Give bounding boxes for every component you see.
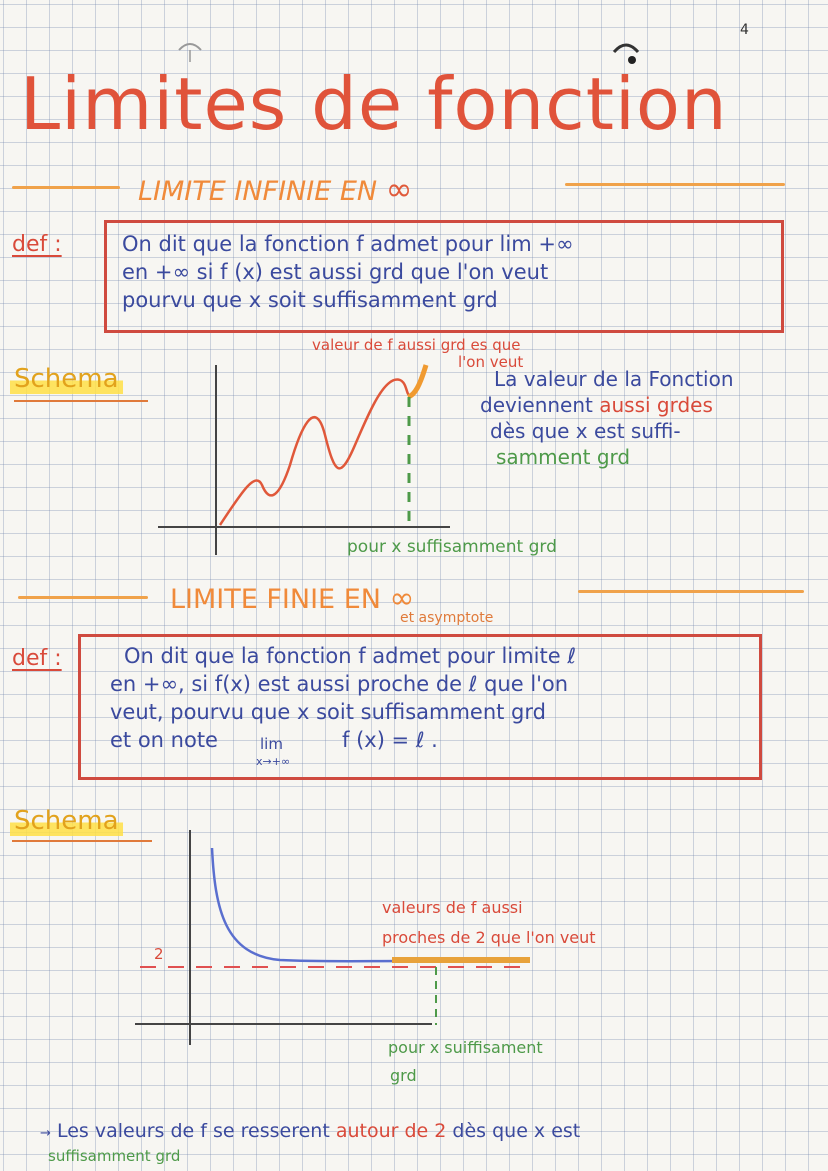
definition-text-part: et on note [110, 728, 218, 752]
definition-line: en +∞, si f(x) est aussi proche de ℓ que l'on [110, 672, 569, 696]
section-heading-text: LIMITE FINIE EN [170, 584, 381, 615]
definition-line: veut, pourvu que x soit suffisamment grd [110, 700, 546, 724]
graph-annotation: l'on veut [458, 353, 524, 371]
side-note-line: samment grd [496, 445, 631, 469]
function-curve [220, 380, 412, 525]
section-heading [138, 170, 412, 208]
definition-line [110, 726, 750, 768]
definition-line: On dit que la fonction f admet pour limite ℓ [124, 644, 577, 668]
footer-text: dès que x est [452, 1120, 581, 1142]
limit-expression: f (x) = ℓ . [342, 728, 438, 752]
infinity-symbol: ∞ [385, 170, 413, 208]
section-heading-text: LIMITE INFINIE EN [138, 176, 378, 207]
limit-lim: lim [260, 735, 283, 753]
limit-subscript: x→+∞ [256, 755, 291, 768]
section-subheading: et asymptote [400, 610, 494, 626]
section-heading [170, 581, 415, 616]
axis-note: grd [390, 1066, 417, 1085]
axis-note: pour x suiffisament [388, 1038, 543, 1057]
footer-text: suffisamment grd [48, 1147, 181, 1165]
def-label: def : [12, 646, 62, 671]
footer-highlight: autour de 2 [335, 1120, 447, 1142]
footer-note [40, 1120, 810, 1167]
section-divider [18, 596, 148, 599]
graph-annotation: proches de 2 que l'on veut [382, 928, 596, 947]
highlight-curve [408, 365, 426, 397]
def-label: def : [12, 232, 62, 257]
arrow-icon: → [40, 1126, 51, 1141]
y-value-label: 2 [154, 945, 164, 963]
graph-annotation: valeur de f aussi grd es que [312, 336, 521, 354]
graph-annotation: valeurs de f aussi [382, 898, 523, 917]
side-note-line: La valeur de la Fonction [494, 367, 734, 391]
side-note [480, 366, 820, 470]
side-note-highlight: aussi grdes [599, 393, 713, 417]
graph-infinite-limit [150, 355, 470, 565]
corner-mark: 4 [740, 22, 750, 38]
section-divider [565, 183, 785, 186]
definition-text [122, 230, 772, 314]
definition-text [110, 642, 750, 768]
side-note-line [480, 392, 820, 418]
schema-underline [14, 400, 148, 402]
function-curve [212, 848, 410, 961]
schema-label: Schema [10, 364, 123, 394]
side-note-line: dès que x est suffi- [490, 419, 681, 443]
section-divider [578, 590, 804, 593]
definition-line: On dit que la fonction f admet pour lim +∞ [122, 232, 574, 256]
definition-line: en +∞ si f (x) est aussi grd que l'on veut [122, 260, 549, 284]
infinity-symbol: ∞ [389, 581, 415, 616]
definition-line: pourvu que x soit suffisamment grd [122, 288, 498, 312]
section-divider [12, 186, 120, 189]
side-note-text: deviennent [480, 393, 593, 417]
page-title: Limites de fonction [20, 62, 728, 146]
axis-note: pour x suffisamment grd [347, 537, 557, 557]
schema-label: Schema [10, 806, 123, 836]
footer-text: Les valeurs de f se resserent [56, 1120, 330, 1142]
